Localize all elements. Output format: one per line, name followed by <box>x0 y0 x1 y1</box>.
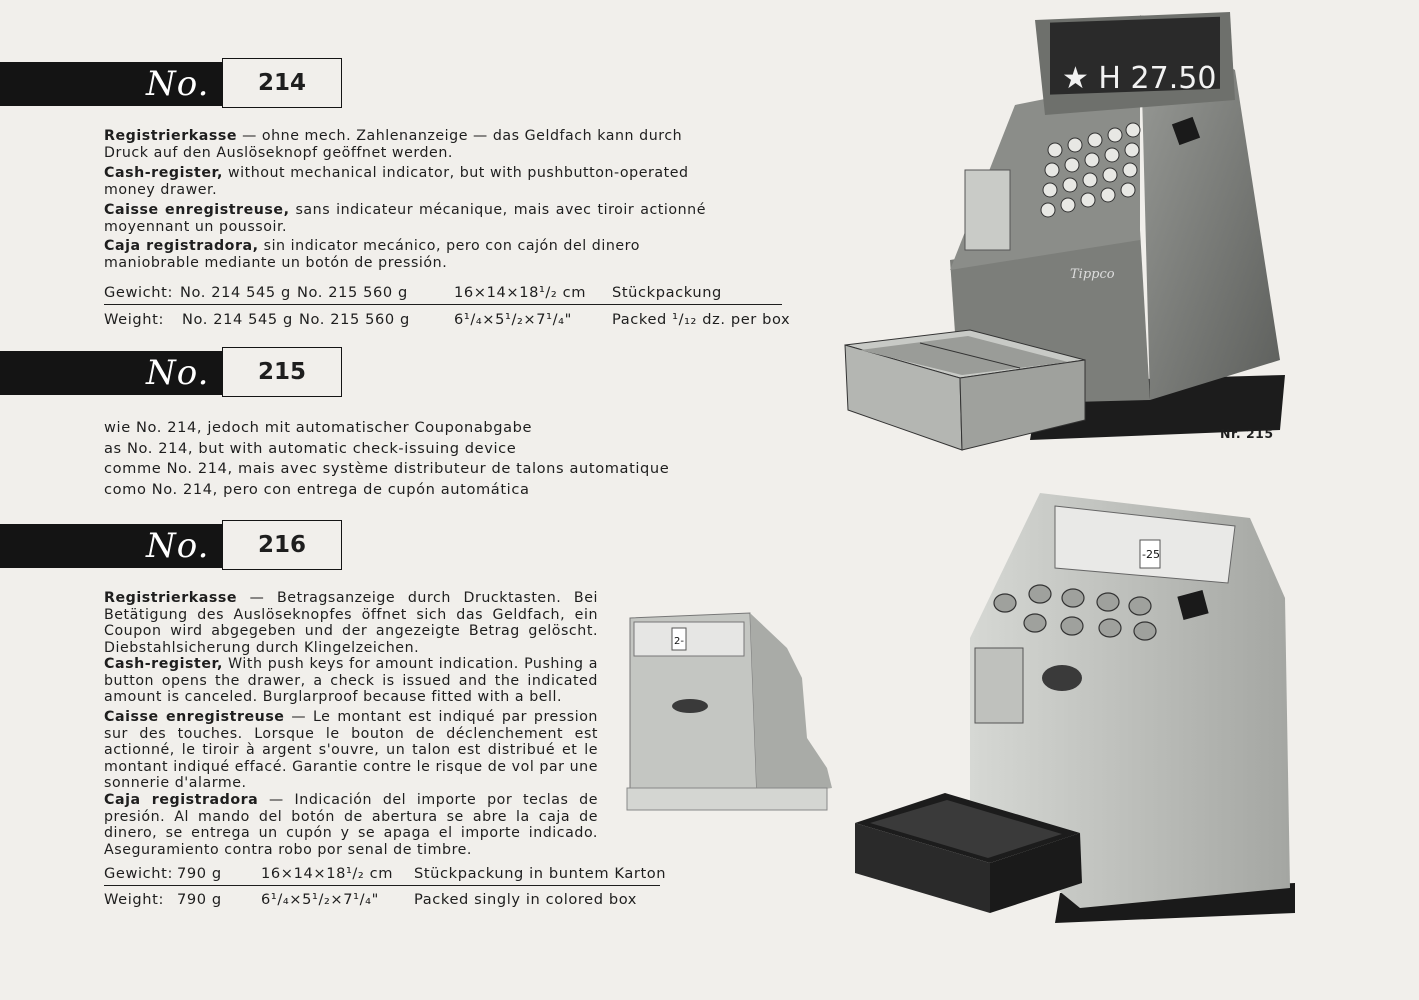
desc-216-en: Cash-register, With push keys for amount indication. Pushing a button opens the drawer, a check is issued and the indicated amount is canceled. Burglarproof because fitted with a bell. <box>104 656 598 706</box>
model-number: 216 <box>222 520 342 570</box>
display-tab: -25 <box>1142 548 1160 561</box>
no-label: No. <box>146 353 210 393</box>
desc-214-es: Caja registradora, sin indicator mecánico, pero con cajón del dinero maniobrable mediante un botón de pressión. <box>104 238 640 271</box>
no-label: No. <box>146 526 210 566</box>
cash-register-216-photo <box>850 488 1300 928</box>
spec-rule <box>104 885 660 886</box>
desc-214-de: Registrierkasse — ohne mech. Zahlenanzeige — das Geldfach kann durch Druck auf den Auslöseknopf geöffnet werden. <box>104 128 683 161</box>
desc-214-fr: Caisse enregistreuse, sans indicateur mécanique, mais avec tiroir actionné moyennant un poussoir. <box>104 202 706 235</box>
back-tab: 2- <box>674 636 684 647</box>
desc-214-en: Cash-register, without mechanical indicator, but with pushbutton-operated money drawer. <box>104 165 689 198</box>
desc-216-es: Caja registradora — Indicación del importe por teclas de presión. Al mando del botón de abertura se abre la caja de dinero, se entrega un cupón y se apaga el importe indicado. Aseguramiento contra robo por senal de timbre. <box>104 792 598 858</box>
model-number: 215 <box>222 347 342 397</box>
cash-register-215-photo <box>840 10 1300 460</box>
brand-plate: Tippco <box>1070 267 1115 282</box>
spec-rule <box>104 304 782 305</box>
model-number: 214 <box>222 58 342 108</box>
no-label: No. <box>146 64 210 104</box>
desc-216-de: Registrierkasse — Betragsanzeige durch Drucktasten. Bei Betätigung des Auslöseknopfes öffnet sich das Geldfach, ein Coupon wird abgegeben und der angezeigte Betrag gelöscht. Diebstahlsicherung durch Klingelzeichen. <box>104 590 598 656</box>
display-readout: ★ H 27.50 <box>1062 61 1217 96</box>
photo-caption: Nr. 215 <box>1220 426 1274 441</box>
desc-216-fr: Caisse enregistreuse — Le montant est indiqué par pression sur des touches. Lorsque le bouton de déclenchement est actionné, le tiroir à argent s'ouvre, un talon est distribué et le montant indiqué effacé. Garantie contre le risque de vol par une sonnerie d'alarme. <box>104 709 598 792</box>
cash-register-216-back-photo <box>622 608 834 816</box>
